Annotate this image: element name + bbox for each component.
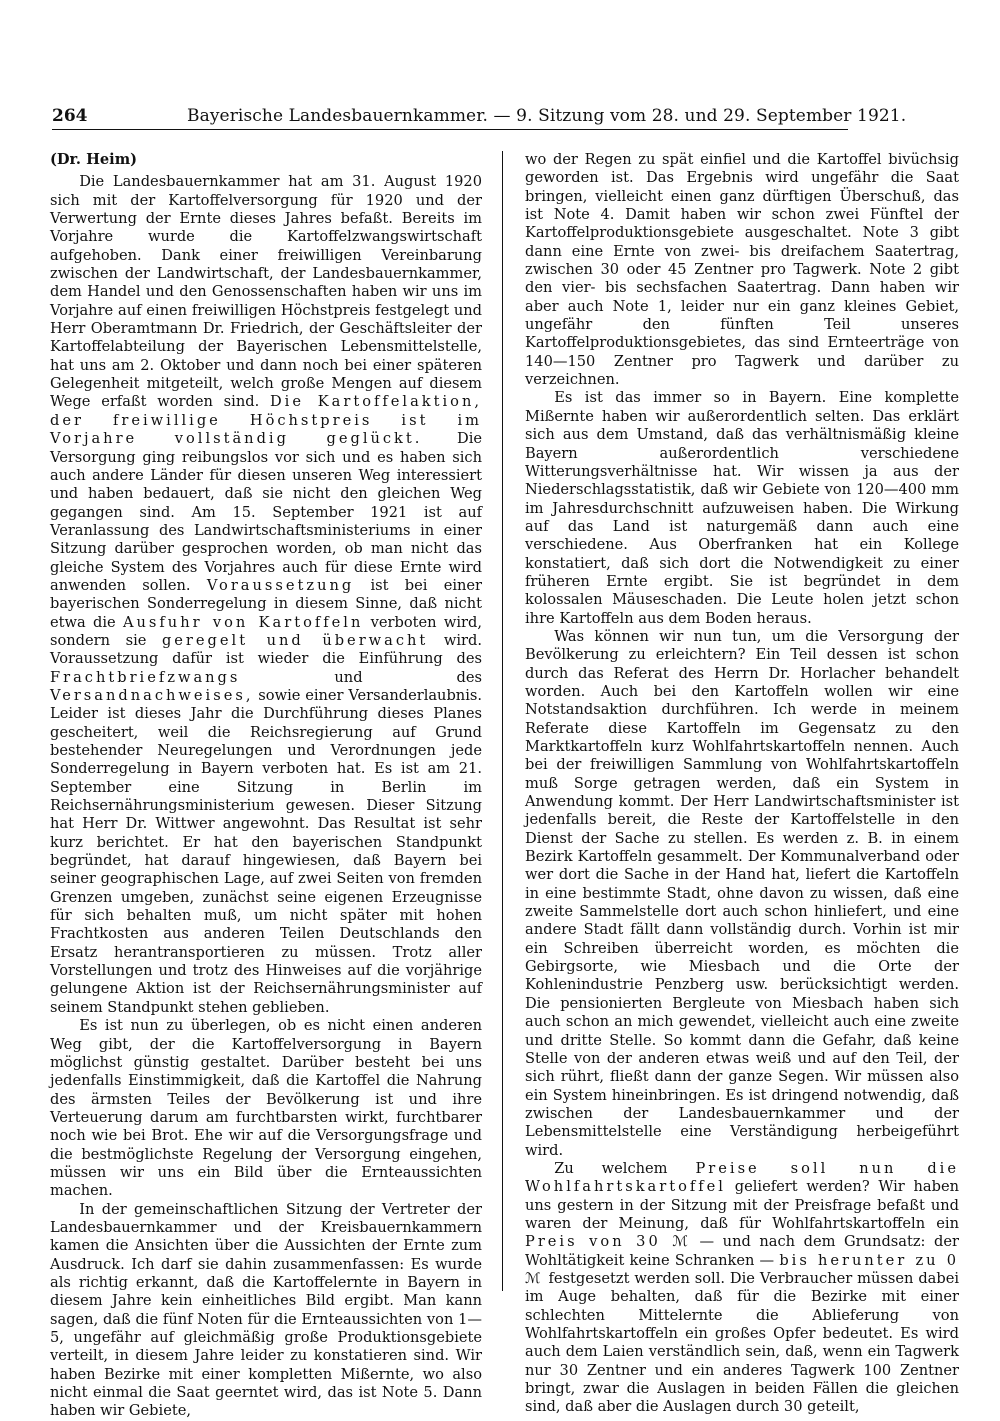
- text-run: geliefert werden? Wir haben uns gestern in der Sitzung mit der Preisfrage befaßt und waren der Meinung, daß für Wohlfahrtskartoffeln ein: [525, 1178, 960, 1232]
- spaced-emphasis: Die Kartoffelaktion, der freiwillige Höchstpreis ist im Vorjahre vollständig geglückt.: [50, 393, 482, 448]
- spaced-emphasis: Versandnachweises,: [50, 686, 254, 704]
- spaced-emphasis: bis herunter zu 0 ℳ: [525, 1251, 960, 1287]
- text-run: Die Versorgung ging reibungslos vor sich und es haben sich auch andere Länder für diesen unseren Weg interessiert und haben bedauert, daß sie nicht den gleichen Weg gegangen sind. Am 15. September 1921 ist auf Veranlassung des Landwirtschaftsministeriums in einer Sitzung darüber gesprochen worden, ob man nicht das gleiche System des Vorjahres auch für diese Ernte wird anwenden sollen.: [50, 430, 483, 594]
- paragraph: Es ist nun zu überlegen, ob es nicht einen anderen Weg gibt, der die Kartoffelversorgung in Bayern möglichst günstig gestaltet. Darüber besteht bei uns jedenfalls Einstimmigkeit, daß die Kartoffel die Nahrung des ärmsten Teiles der Bevölkerung ist und ihre Verteuerung darum am furchtbarsten wirkt, furchtbarer noch wie bei Brot. Ehe wir auf die Versorgungsfrage und die bestmöglichste Regelung der Versorgung eingehen, müssen wir uns ein Bild über die Ernteaussichten machen.: [50, 1017, 482, 1200]
- right-column: [525, 151, 959, 1417]
- text-run: Zu welchem: [554, 1159, 668, 1177]
- paragraph: wo der Regen zu spät einfiel und die Kartoffel bivüchsig geworden ist. Das Ergebnis wird ungefähr die Saat bringen, vielleicht einen ganz dürftigen Überschuß, das ist Note 4. Damit haben wir schon zwei Fünftel der Kartoffelproduktionsgebiete ausgeschaltet. Note 3 gibt dann eine Ernte von zwei- bis dreifachem Saatertrag, zwischen 30 oder 45 Zentner pro Tagwerk. Note 2 gibt den vier- bis sechsfachen Saatertrag. Dann haben wir aber auch Note 1, leider nur ein ganz kleines Gebiet, ungefähr den fünften Teil unseres Kartoffelproduktionsgebietes, das sind Ernteerträge von 140—150 Zentner pro Tagwerk und darüber zu verzeichnen.: [525, 151, 959, 389]
- paragraph: Es ist das immer so in Bayern. Eine komplette Mißernte haben wir außerordentlich selten. Das erklärt sich aus dem Umstand, daß das verhältnismäßig kleine Bayern außerordentlich verschiedene Witterungsverhältnisse hat. Wir wissen ja aus der Niederschlagsstatistik, daß wir Gebiete von 120—400 mm im Jahresdurchschnitt aufzuweisen haben. Die Wirkung auf das Land ist naturgemäß dann auch eine verschiedene. Aus Oberfranken hat ein Kollege konstatiert, daß sich dort die Notwendigkeit zu einer früheren Ernte ergibt. Sie ist begründet in dem kolossalen Mäuseschaden. Die Leute holen jetzt schon ihre Kartoffeln aus dem Boden heraus.: [525, 389, 959, 627]
- running-title: Bayerische Landesbauernkammer. — 9. Sitzung vom 28. und 29. September 1921.: [187, 106, 907, 126]
- paragraph: [525, 1160, 959, 1417]
- running-header: [52, 103, 907, 130]
- spaced-emphasis: Frachtbriefzwangs: [50, 668, 241, 686]
- spaced-emphasis: geregelt und überwacht: [161, 631, 429, 649]
- spaced-emphasis: Preis von 30 ℳ: [525, 1233, 691, 1251]
- text-run: verboten wird, sondern sie: [50, 613, 482, 649]
- left-column: [50, 151, 482, 1421]
- paragraph: In der gemeinschaftlichen Sitzung der Vertreter der Landesbauernkammer und der Kreisbauernkammern kamen die Ansichten über die Aussichten der Ernte zum Ausdruck. Ich darf sie dahin zusammenfassen: Es wurde als richtig erkannt, daß die Kartoffelernte in Bayern in diesem Jahre kein einheitliches Bild ergibt. Man kann sagen, daß die fünf Noten für die Ernteaussichten von 1—5, ungefähr auf gleichmäßig große Produktionsgebiete verteilt, in diesem Jahre leider zu konstatieren sind. Wir haben Bezirke mit einer kompletten Mißernte, wo also nicht einmal die Saat geerntet wird, das ist Note 5. Dann haben wir Gebiete,: [50, 1200, 482, 1420]
- text-run: wird. Voraussetzung dafür ist wieder die Einführung des: [50, 631, 482, 668]
- speaker-label: (Dr. Heim): [50, 151, 138, 168]
- column-divider: [502, 151, 503, 1291]
- text-run: und des: [334, 668, 483, 686]
- text-run: ist bei einer bayerischen Sonderregelung in diesem Sinne, daß nicht etwa die: [50, 576, 483, 631]
- text-run: sowie einer Versanderlaubnis. Leider ist dieses Jahr die Durchführung dieses Planes gescheitert, weil die Reichsregierung auf Grund bestehender Neuregelungen und Verordnungen jede Sonderregelung in Bayern verboten hat. Es ist am 21. September eine Sitzung in Berlin im Reichsernährungsministerium gewesen. Dieser Sitzung hat Herr Dr. Wittwer angewohnt. Das Resultat ist sehr kurz berichtet. Er hat den bayerischen Standpunkt begründet, hat darauf hingewiesen, daß Bayern bei seiner geographischen Lage, auf zwei Seiten von fremden Grenzen umgeben, zunächst seine eigenen Erzeugnisse für sich behalten muß, um nicht später mit hohen Frachtkosten aus anderen Teilen Deutschlands den Ersatz herantransportieren zu müssen. Trotz aller Vorstellungen und trotz des Hinweises auf die vorjährige gelungene Aktion ist der Reichsernährungsminister auf seinem Standpunkt stehen geblieben.: [50, 686, 482, 1016]
- spaced-emphasis: Preise soll nun die Wohlfahrtskartoffel: [525, 1159, 959, 1196]
- spaced-emphasis: Voraussetzung: [206, 576, 355, 594]
- paragraph: Was können wir nun tun, um die Versorgung der Bevölkerung zu erleichtern? Ein Teil dessen ist schon durch das Referat des Herrn Dr. Horlacher behandelt worden. Auch bei den Kartoffeln wollen wir eine Notstandsaktion durchführen. Ich werde in meinem Referate diese Kartoffeln im Gegensatz zu den Marktkartoffeln kurz Wohlfahrtskartoffeln nennen. Auch bei der freiwilligen Sammlung von Wohlfahrtskartoffeln muß Sorge getragen werden, daß ein System in Anwendung kommt. Der Herr Landwirtschaftsminister ist jedenfalls bereit, die Reste der Kartoffelstelle in den Dienst der Sache zu stellen. Es werden z. B. in einem Bezirk Kartoffeln gesammelt. Der Kommunalverband oder wer dort die Sache in der Hand hat, liefert die Kartoffeln in eine bestimmte Stadt, ohne davon zu wissen, daß eine zweite Sammelstelle dort auch schon hinliefert, und eine andere Stadt fällt dann vollständig durch. Vorhin ist mir ein Schreiben überreicht worden, es möchten die Gebirgsorte, wie Miesbach und die Orte der Kohlenindustrie Penzberg usw. berücksichtigt werden. Die pensionierten Bergleute von Miesbach haben sich auch schon an mich gewendet, vielleicht auch eine zweite und dritte Stelle. So kommt dann die Gefahr, daß keine Stelle von der anderen etwas weiß und auf den Teil, der sich rührt, fließt dann der ganze Segen. Wir müssen also ein System hineinbringen. Es ist dringend notwendig, daß zwischen der Landesbauernkammer und der Lebensmittelstelle eine Verständigung herbeigeführt wird.: [525, 627, 959, 1159]
- text-run: Die Landesbauernkammer hat am 31. August 1920 sich mit der Kartoffelversorgung für 1920 und der Verwertung der Ernte dieses Jahres befaßt. Bereits im Vorjahre wurde die Kartoffelzwangswirtschaft aufgehoben. Dank einer freiwilligen Vereinbarung zwischen der Landwirtschaft, der Landesbauernkammer, dem Handel und den Genossenschaften haben wir uns im Vorjahre auf einen freiwilligen Höchstpreis festgelegt und Herr Oberamtmann Dr. Friedrich, der Geschäftsleiter der Kartoffelabteilung der Bayerischen Lebensmittelstelle, hat uns am 2. Oktober und dann noch bei einer späteren Gelegenheit mitgeteilt, welch große Mengen auf diesem Wege erfaßt worden sind.: [50, 173, 482, 411]
- text-run: — und nach dem Grundsatz: der Wohltätigkeit keine Schranken —: [525, 1233, 959, 1269]
- paragraph: [50, 173, 482, 1017]
- page-number: 264: [52, 106, 88, 126]
- text-run: festgesetzt werden soll. Die Verbraucher müssen dabei im Auge behalten, daß für die Bezirke mit einer schlechten Mittelernte die Ablieferung von Wohlfahrtskartoffeln ein großes Opfer bedeutet. Es wird auch dem Laien verständlich sein, daß, wenn ein Tagwerk nur 30 Zentner und ein anderes Tagwerk 100 Zentner bringt, zwar die Auslagen in beiden Fällen die gleichen sind, daß aber die Auslagen durch 30 geteilt,: [525, 1269, 960, 1416]
- spaced-emphasis: Ausfuhr von Kartoffeln: [122, 613, 364, 631]
